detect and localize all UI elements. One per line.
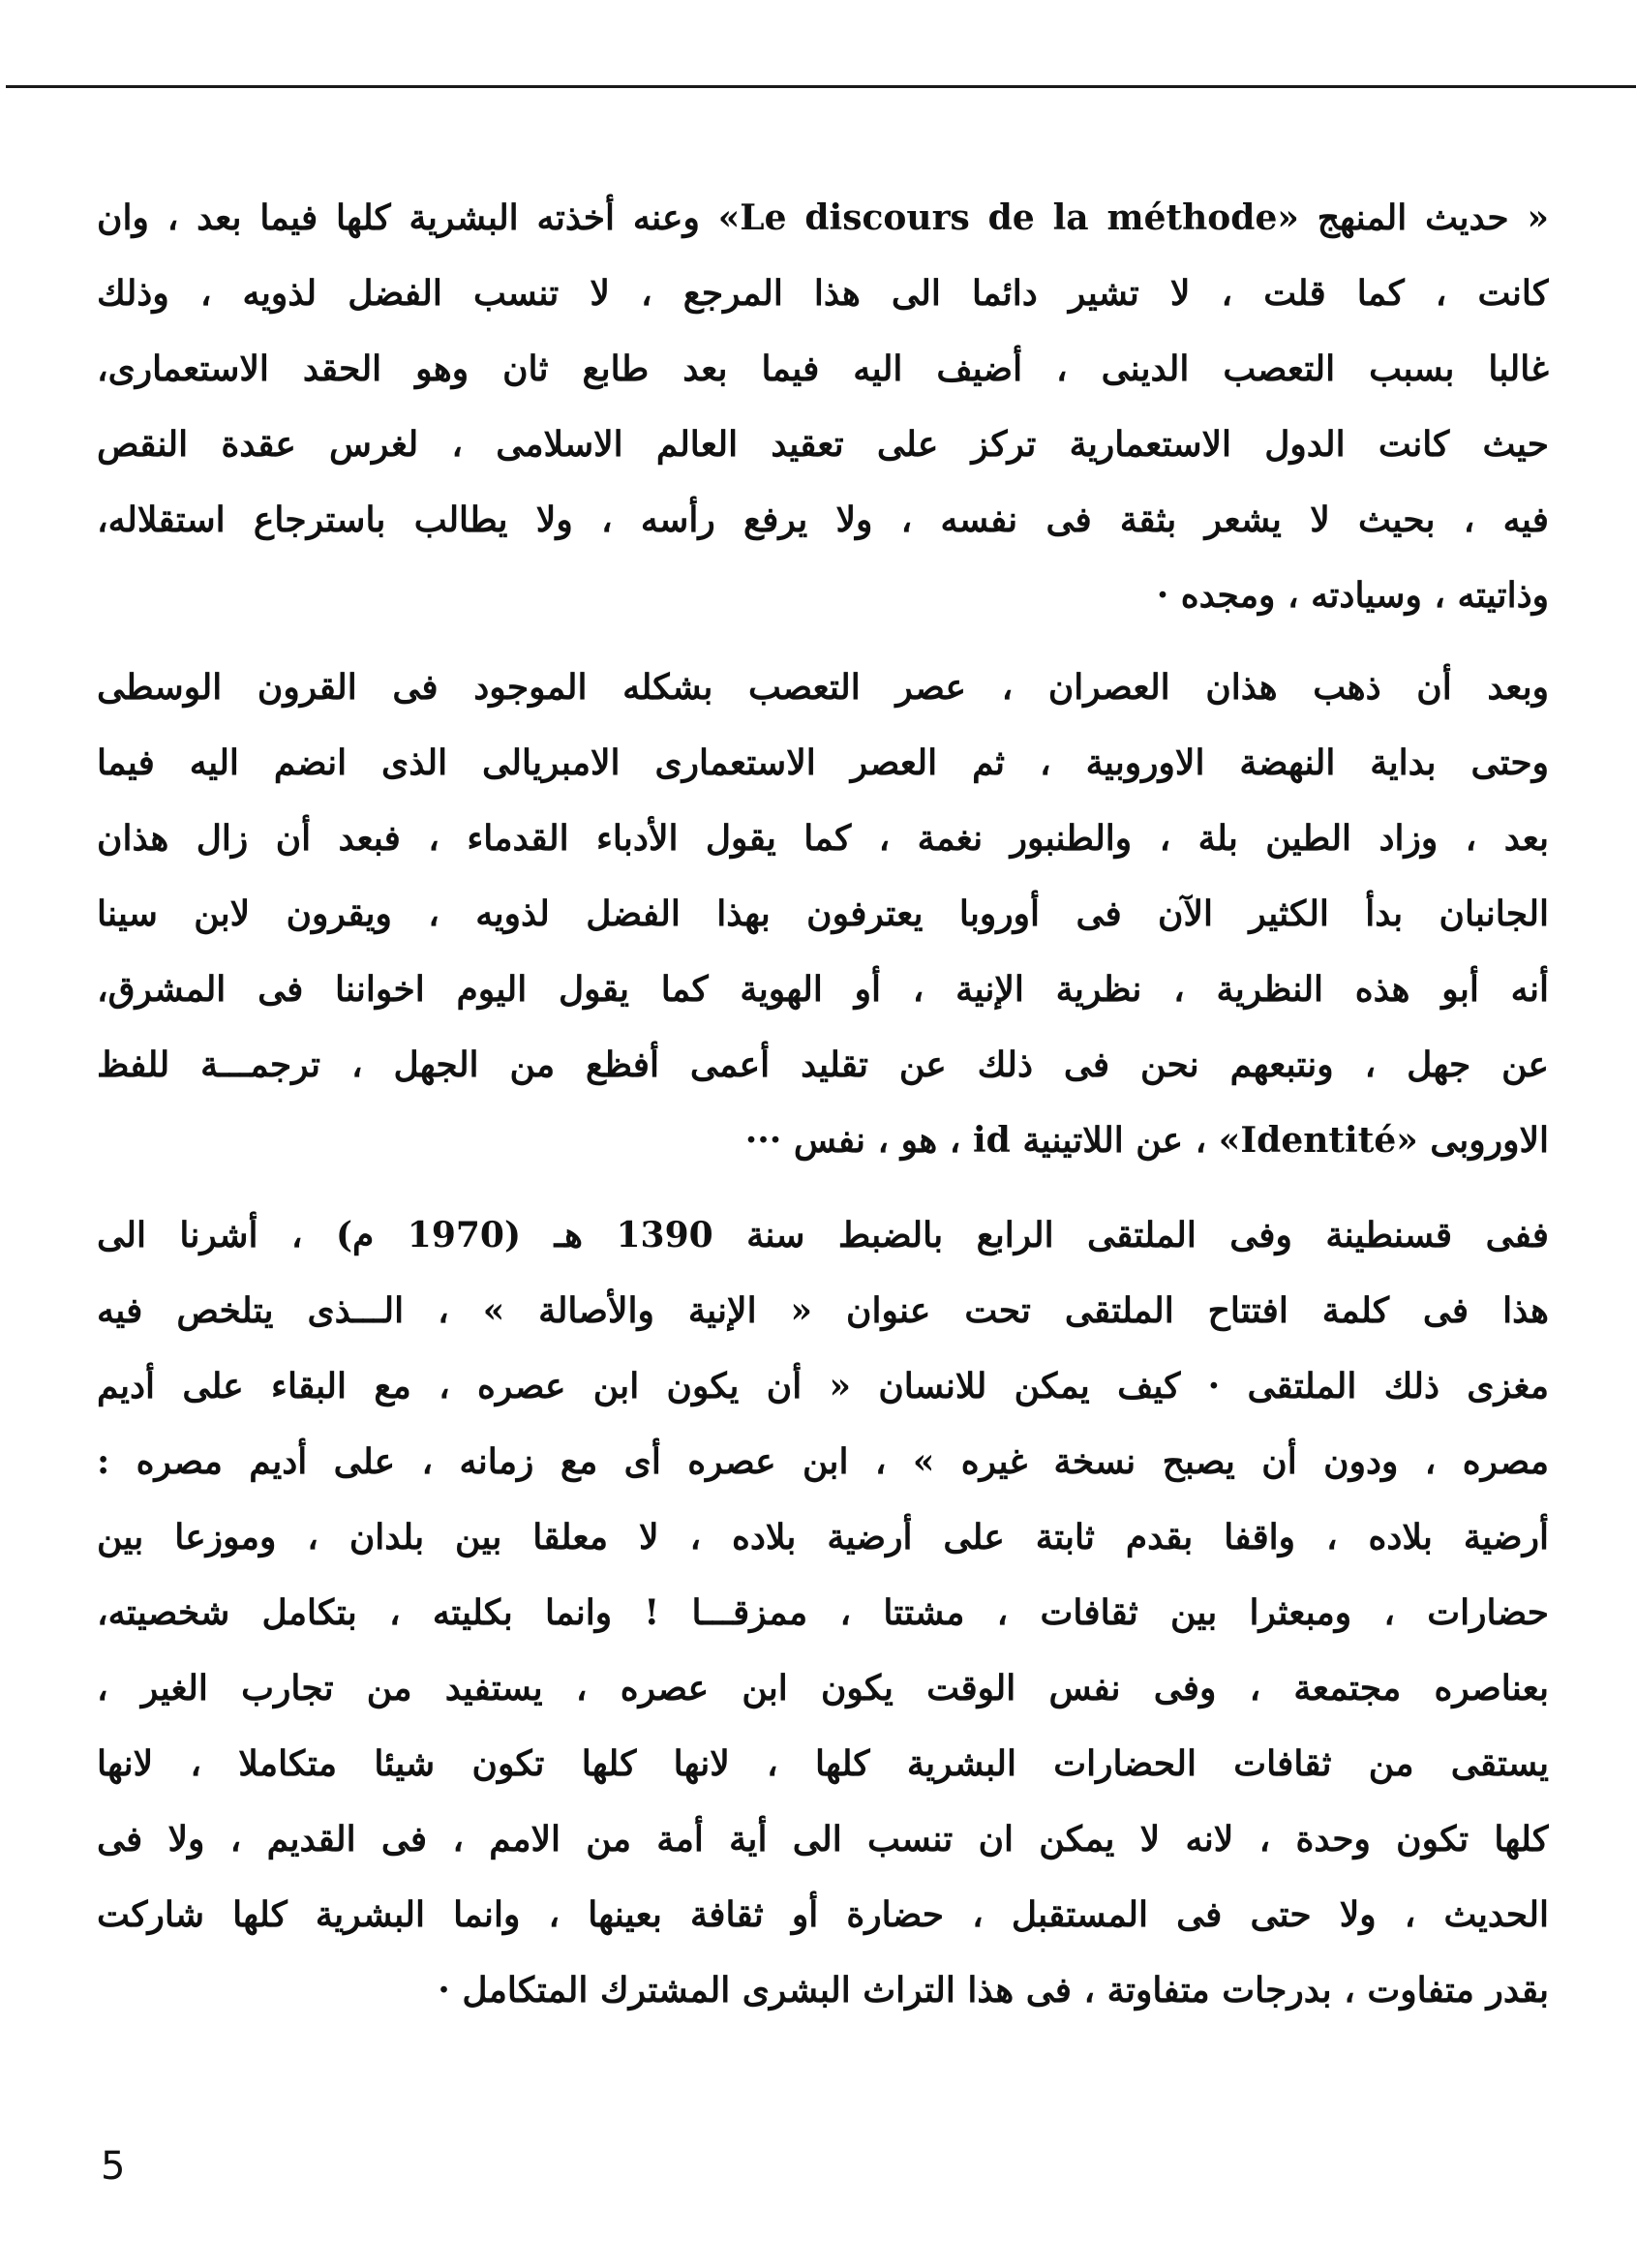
paragraph-line: فيه ، بحيث لا يشعر بثقة فى نفسه ، ولا يرفع رأسه ، ولا يطالب باسترجاع استقلاله، xyxy=(97,499,1549,540)
paragraph-line: أنه أبو هذه النظرية ، نظرية الإنية ، أو الهوية كما يقول اليوم اخواننا فى المشرق، xyxy=(97,969,1549,1010)
top-horizontal-rule xyxy=(6,85,1636,88)
paragraph-line: بقدر متفاوت ، بدرجات متفاوتة ، فى هذا التراث البشرى المشترك المتكامل · xyxy=(438,1970,1549,2011)
paragraph-line: أرضية بلاده ، واقفا بقدم ثابتة على أرضية بلاده ، لا معلقا بين بلدان ، وموزعا بين xyxy=(97,1517,1549,1557)
paragraph-3 xyxy=(97,1197,1549,2028)
paragraph-1 xyxy=(97,180,1549,633)
paragraph-line: حضارات ، ومبعثرا بين ثقافات ، مشتتا ، ممزقـــا ! وانما بكليته ، بتكامل شخصيته، xyxy=(97,1592,1549,1633)
paragraph-line: مغزى ذلك الملتقى · كيف يمكن للانسان « أن يكون ابن عصره ، مع البقاء على أديم xyxy=(97,1366,1549,1406)
paragraph-line: الاوروبى «Identité» ، عن اللاتينية id ، هو ، نفس ··· xyxy=(744,1120,1549,1161)
paragraph-line: وبعد أن ذهب هذان العصران ، عصر التعصب بشكله الموجود فى القرون الوسطى xyxy=(97,667,1549,708)
paragraph-2 xyxy=(97,650,1549,1178)
paragraph-line: ففى قسنطينة وفى الملتقى الرابع بالضبط سنة 1390 هـ (1970 م) ، أشرنا الى xyxy=(97,1215,1549,1255)
paragraph-line: مصره ، ودون أن يصبح نسخة غيره » ، ابن عصره أى مع زمانه ، على أديم مصره : xyxy=(97,1441,1549,1482)
paragraph-line: بعناصره مجتمعة ، وفى نفس الوقت يكون ابن عصره ، يستفيد من تجارب الغير ، xyxy=(97,1668,1549,1709)
paragraph-line: الحديث ، ولا حتى فى المستقبل ، حضارة أو ثقافة بعينها ، وانما البشرية كلها شاركت xyxy=(97,1894,1549,1935)
paragraph-line: هذا فى كلمة افتتاح الملتقى تحت عنوان « الإنية والأصالة » ، الـــذى يتلخص فيه xyxy=(97,1290,1549,1331)
paragraph-line: كلها تكون وحدة ، لانه لا يمكن ان تنسب الى أية أمة من الامم ، فى القديم ، ولا فى xyxy=(97,1819,1549,1860)
paragraph-line: « حديث المنهج «Le discours de la méthode» وعنه أخذته البشرية كلها فيما بعد ، وان xyxy=(97,197,1549,238)
paragraph-line: غالبا بسبب التعصب الدينى ، أضيف اليه فيما بعد طابع ثان وهو الحقد الاستعمارى، xyxy=(97,348,1549,389)
paragraph-line: يستقى من ثقافات الحضارات البشرية كلها ، لانها كلها تكون شيئا متكاملا ، لانها xyxy=(97,1743,1549,1784)
paragraph-line: حيث كانت الدول الاستعمارية تركز على تعقيد العالم الاسلامى ، لغرس عقدة النقص xyxy=(97,424,1549,465)
paragraph-line: الجانبان بدأ الكثير الآن فى أوروبا يعترفون بهذا الفضل لذويه ، ويقرون لابن سينا xyxy=(97,893,1549,934)
paragraph-line: كانت ، كما قلت ، لا تشير دائما الى هذا المرجع ، لا تنسب الفضل لذويه ، وذلك xyxy=(97,273,1549,314)
paragraph-line: عن جهل ، ونتبعهم نحن فى ذلك عن تقليد أعمى أفظع من الجهل ، ترجمـــة للفظ xyxy=(97,1044,1549,1085)
page-number: 5 xyxy=(101,2144,126,2189)
paragraph-line: وذاتيته ، وسيادته ، ومجده · xyxy=(1156,575,1549,616)
paragraph-line: بعد ، وزاد الطين بلة ، والطنبور نغمة ، كما يقول الأدباء القدماء ، فبعد أن زال هذان xyxy=(97,818,1549,859)
paragraph-line: وحتى بداية النهضة الاوروبية ، ثم العصر الاستعمارى الامبريالى الذى انضم اليه فيما xyxy=(97,742,1549,783)
